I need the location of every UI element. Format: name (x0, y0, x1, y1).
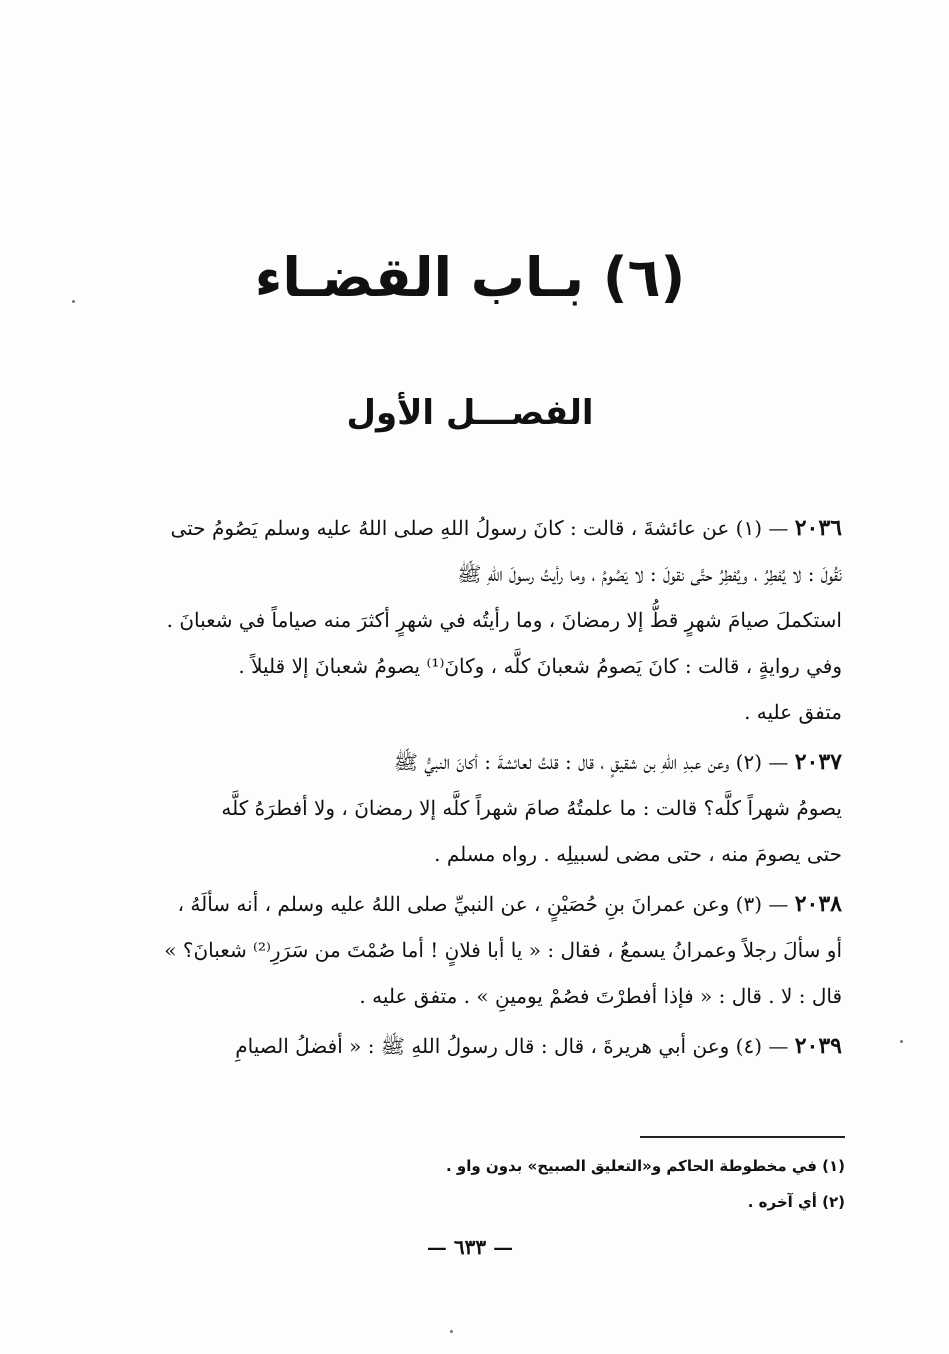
hadith-line: حتى يصومَ منه ، حتى مضى لسبيلِه . رواه مسلم . (434, 842, 842, 866)
hadith-line: وفي روايةٍ ، قالت : كانَ يَصومُ شعبانَ كلَّه ، وكانَ⁽¹⁾ يصومُ شعبانَ إلا قليلاً . (238, 654, 842, 678)
footnote-1: (١) في مخطوطة الحاكم و«التعليق الصبيح» بدون واو . (445, 1157, 845, 1175)
footnote-2: (٢) أي آخره . (747, 1193, 845, 1211)
section-title: الفصـــل الأول (346, 393, 594, 433)
page-number: — ٦٣٣ — (426, 1235, 514, 1259)
footnotes (300, 1148, 845, 1220)
hadith-2038 (120, 881, 842, 1019)
hadith-2037 (120, 739, 842, 877)
hadith-text: — (٢) وعن عبدِ اللهِ بن شقيقٍ ، قال : قلتُ لعائشةَ : أكانَ النبيُّ ﷺ (393, 750, 789, 774)
hadith-2039 (120, 1023, 842, 1069)
hadith-line: متفق عليه . (744, 700, 842, 724)
hadith-text: — (٣) وعن عمرانَ بنِ حُصَيْنٍ ، عن النبيِّ صلى اللهُ عليه وسلم ، أنه سألَهُ ، (177, 892, 789, 916)
hadith-text: — (١) عن عائشةَ ، قالت : كانَ رسولُ اللهِ صلى اللهُ عليه وسلم يَصُومُ حتى (170, 516, 789, 540)
hadith-line: استكملَ صيامَ شهرٍ قطُّ إلا رمضانَ ، وما رأيتُه في شهرٍ أكثرَ منه صياماً في شعبانَ . (166, 608, 842, 632)
hadith-line: نَقُولَ : لا يُفطِرُ ، ويُفطِرُ حتَّى نقولَ : لا يَصُومُ ، وما رأيتُ رسولَ اللهِ ﷺ (457, 562, 842, 586)
hadith-body (120, 505, 842, 1073)
hadith-line (120, 1023, 842, 1069)
hadith-number: ٢٠٣٨ (794, 891, 842, 917)
hadith-number: ٢٠٣٧ (794, 749, 842, 775)
hadith-number: ٢٠٣٦ (794, 515, 842, 541)
hadith-line (120, 881, 842, 927)
hadith-2036 (120, 505, 842, 735)
paper-speck (900, 1040, 903, 1043)
hadith-line (120, 739, 842, 785)
hadith-line (120, 505, 842, 551)
hadith-line: أو سألَ رجلاً وعمرانُ يسمعُ ، فقال : « يا أبا فلانٍ ! أما صُمْتَ من سَرَرِ⁽²⁾ شعبانَ؟ » (164, 938, 842, 962)
chapter-title: (٦) بـاب القضـاء (254, 246, 686, 309)
footnote-divider (640, 1136, 845, 1138)
hadith-line: يصومُ شهراً كلَّه؟ قالت : ما علمتُهُ صامَ شهراً كلَّه إلا رمضانَ ، ولا أفطرَهُ كلَّه (221, 796, 842, 820)
paper-speck (450, 1330, 453, 1333)
hadith-text: — (٤) وعن أبي هريرةَ ، قال : قال رسولُ اللهِ ﷺ : « أفضلُ الصيامِ (235, 1034, 789, 1058)
hadith-line: قال : لا . قال : « فإذا أفطرْتَ فصُمْ يومينِ » . متفق عليه . (359, 984, 842, 1008)
paper-speck (72, 300, 75, 303)
hadith-number: ٢٠٣٩ (794, 1033, 842, 1059)
